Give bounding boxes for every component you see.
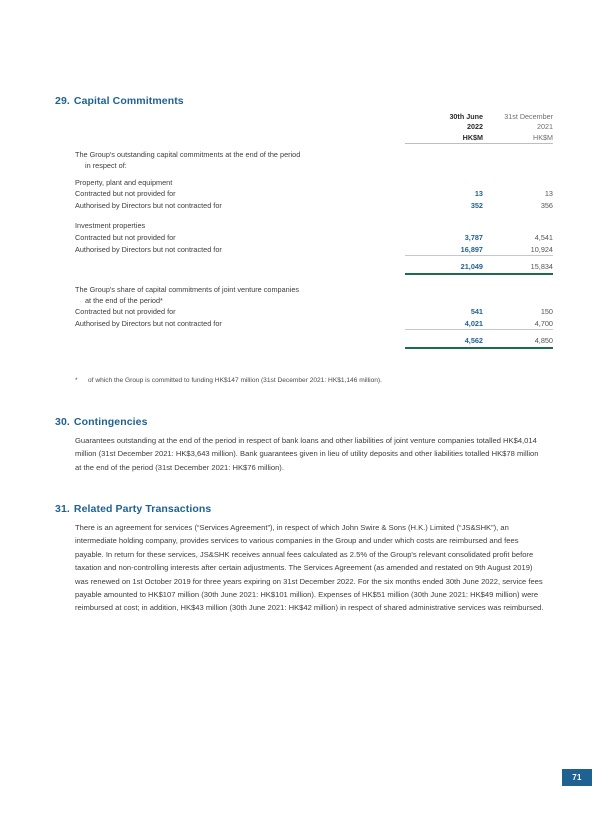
total-value-prior: 15,834 xyxy=(483,261,553,274)
table-category-row xyxy=(75,220,553,232)
row-label: Contracted but not provided for xyxy=(75,189,176,199)
category-label-line-2: at the end of the period* xyxy=(85,295,163,305)
header-current-unit: HK$M xyxy=(462,132,483,142)
header-prior-line2: 2021 xyxy=(537,122,553,132)
capital-commitments-table xyxy=(75,112,553,349)
table-intro-row xyxy=(75,149,553,171)
table-category-row xyxy=(75,177,553,189)
header-prior-line1: 31st December xyxy=(504,112,553,121)
section-title: Capital Commitments xyxy=(73,95,184,107)
row-label: Authorised by Directors but not contracted for xyxy=(75,319,222,329)
row-value-current: 4,021 xyxy=(464,318,483,328)
footnote-marker: * xyxy=(75,377,78,384)
table-category-row xyxy=(75,284,553,306)
total-value-current: 4,562 xyxy=(405,335,483,348)
row-label: Contracted but not provided for xyxy=(75,233,176,242)
row-value-current: 352 xyxy=(470,200,483,210)
related-party-transactions-paragraph: There is an agreement for services (“Services Agreement”), in respect of which John Swire & Sons (H.K.) Limited (“JS&SHK”), an intermediate holding company, provides services to various companies in the Group and under which costs are reimbursed and fees payable. In return for these services, JS&SHK receives annual fees calculated as 2.5% of the Group's relevant consolidated profit before taxation and non-controlling interests after certain adjustments. The Services Agreement (as amended and restated on 9th August 2019) was renewed on 1st October 2019 for three years expiring on 31st December 2022. For the six months ended 30th June 2022, service fees payable amounted to HK$107 million (30th June 2021: HK$101 million). Expenses of HK$51 million (30th June 2021: HK$49 million) were reimbursed at cost; in addition, HK$43 million (30th June 2021: HK$42 million) in respect of shared administrative services was reimbursed. xyxy=(75,523,544,613)
row-value-current: 541 xyxy=(470,307,483,317)
category-label-line-1: The Group's share of capital commitments of joint venture companies xyxy=(75,284,300,294)
header-current-line1: 30th June xyxy=(449,112,483,121)
table-footnote xyxy=(75,376,545,386)
intro-line-1: The Group's outstanding capital commitments at the end of the period xyxy=(75,150,301,160)
table-row xyxy=(75,232,553,244)
intro-current-empty xyxy=(405,149,483,171)
contingencies-paragraph: Guarantees outstanding at the end of the period in respect of bank loans and other liabilities of joint venture companies totalled HK$4,014 million (31st December 2021: HK$3,643 million). Bank guarantees given in lieu of utility deposits and other liabilities totalled HK$78 million at the end of the period (31st December 2021: HK$76 million). xyxy=(75,436,539,472)
row-spacer xyxy=(75,211,553,220)
row-value-prior: 4,700 xyxy=(534,318,553,328)
section-title: Related Party Transactions xyxy=(73,503,212,515)
row-value-prior: 13 xyxy=(544,189,553,199)
header-current-line2: 2022 xyxy=(467,122,483,132)
table-total-row xyxy=(75,261,553,274)
page-number-badge: 71 xyxy=(562,769,592,786)
table-header-row xyxy=(75,122,553,132)
total-value-prior: 4,850 xyxy=(483,335,553,348)
section-title: Contingencies xyxy=(73,416,148,428)
category-label: Investment properties xyxy=(75,221,146,231)
header-spacer xyxy=(75,122,405,132)
table-row xyxy=(75,306,553,318)
intro-prior-empty xyxy=(483,149,553,171)
row-value-prior: 10,924 xyxy=(530,244,553,254)
section-number: 29. xyxy=(55,95,70,107)
header-spacer xyxy=(75,112,405,122)
category-label xyxy=(75,284,405,306)
table-total-row xyxy=(75,335,553,348)
row-value-prior: 356 xyxy=(540,200,553,210)
row-value-current: 3,787 xyxy=(464,233,483,242)
total-label-empty xyxy=(75,335,405,348)
section-heading-related-party-transactions xyxy=(55,503,211,515)
row-value-prior: 4,541 xyxy=(534,233,553,242)
table-row xyxy=(75,200,553,212)
row-value-prior: 150 xyxy=(540,307,553,317)
table-intro-text xyxy=(75,149,405,171)
row-label: Contracted but not provided for xyxy=(75,307,176,317)
section-number: 30. xyxy=(55,416,70,428)
table-header-row xyxy=(75,112,553,122)
row-value-current: 13 xyxy=(474,189,483,199)
intro-line-2: in respect of: xyxy=(85,161,127,171)
table-header-row xyxy=(75,133,553,144)
header-prior-unit: HK$M xyxy=(533,132,553,142)
section-number: 31. xyxy=(55,503,70,515)
table-row xyxy=(75,244,553,256)
table-row xyxy=(75,188,553,200)
total-value-current: 21,049 xyxy=(405,261,483,274)
total-label-empty xyxy=(75,261,405,274)
section-heading-capital-commitments xyxy=(55,95,184,107)
row-spacer xyxy=(75,274,553,284)
row-value-current: 16,897 xyxy=(460,244,483,254)
row-label: Authorised by Directors but not contracted for xyxy=(75,200,222,210)
table-row xyxy=(75,318,553,330)
row-label: Authorised by Directors but not contracted for xyxy=(75,245,222,255)
header-spacer xyxy=(75,133,405,144)
category-label: Property, plant and equipment xyxy=(75,177,173,187)
section-heading-contingencies xyxy=(55,416,148,428)
footnote-text: of which the Group is committed to funding HK$147 million (31st December 2021: HK$1,146 million). xyxy=(88,377,382,384)
